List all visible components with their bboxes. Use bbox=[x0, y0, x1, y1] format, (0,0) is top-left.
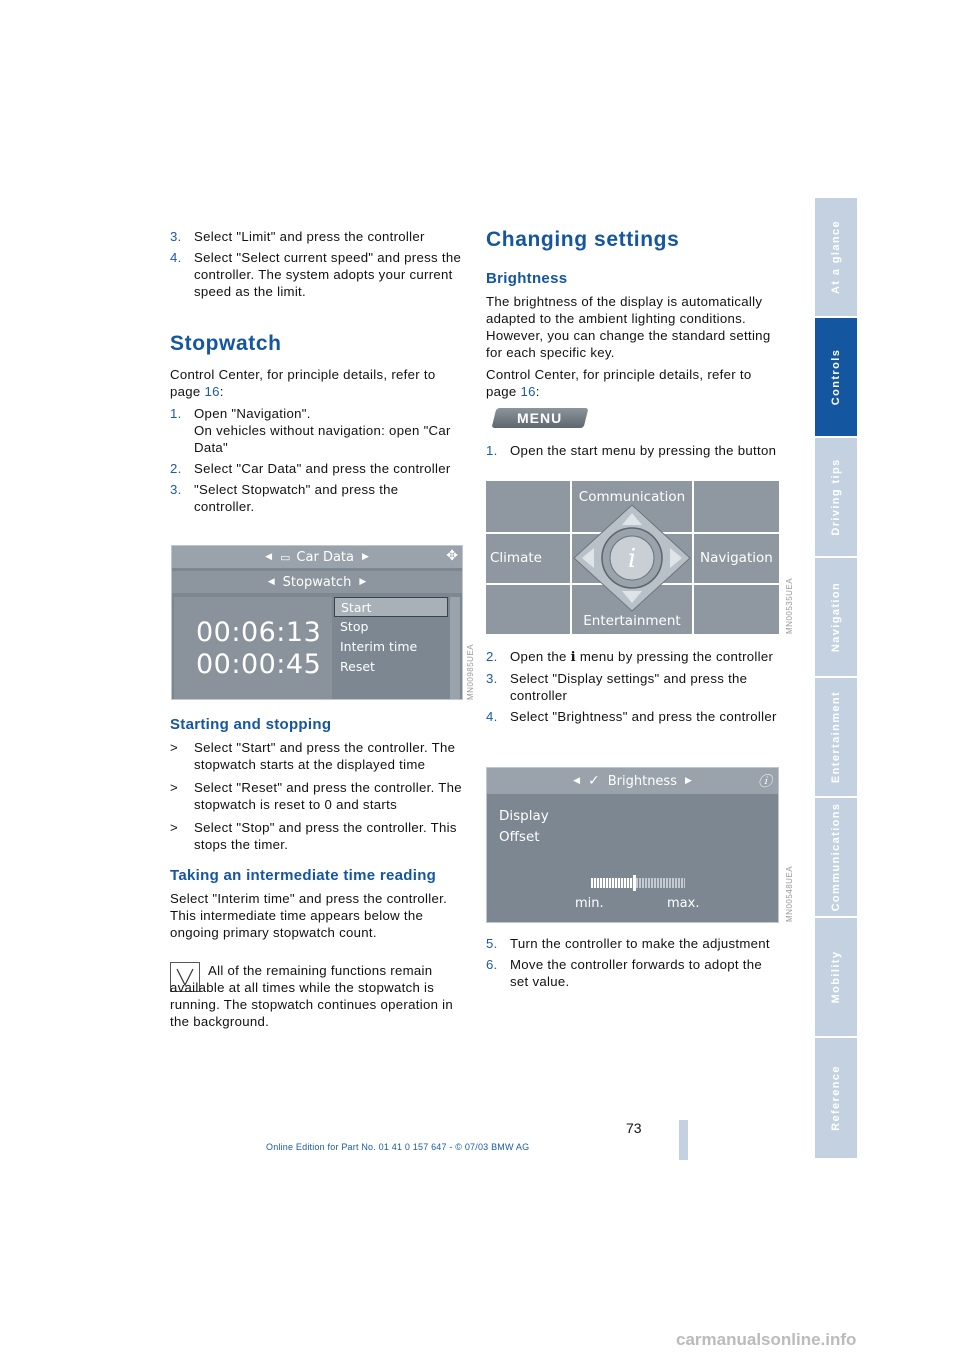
menu-item-stop[interactable]: Stop bbox=[340, 619, 369, 634]
arrow-right-icon: ▶ bbox=[361, 552, 369, 562]
steps-5-6 bbox=[486, 935, 778, 990]
menu-key-wrap bbox=[494, 408, 778, 428]
tab-controls[interactable]: Controls bbox=[815, 318, 857, 438]
figure-code: MN00535UEA bbox=[785, 577, 794, 634]
controller-icon[interactable] bbox=[572, 503, 692, 613]
stopwatch-heading: Stopwatch bbox=[170, 332, 282, 355]
scrollbar[interactable] bbox=[450, 597, 460, 699]
right-column-mid bbox=[486, 648, 778, 729]
tab-communications[interactable]: Communications bbox=[815, 798, 857, 918]
page-number: 73 bbox=[626, 1120, 642, 1136]
list-item: 3. "Select Stopwatch" and press the controller. bbox=[170, 482, 399, 514]
step-1 bbox=[486, 442, 778, 459]
tab-reference[interactable]: Reference bbox=[815, 1038, 857, 1158]
figure-code: MN00548UEA bbox=[785, 865, 794, 922]
intro-steps bbox=[170, 228, 462, 300]
min-label: min. bbox=[575, 896, 604, 911]
tab-driving-tips[interactable]: Driving tips bbox=[815, 438, 857, 558]
figure-code: MN00985UEA bbox=[466, 643, 475, 700]
menu-item-start[interactable]: Start bbox=[334, 597, 448, 617]
watermark: carmanualsonline.info bbox=[676, 1330, 857, 1349]
primary-time: 00:06:13 bbox=[196, 617, 322, 648]
list-item: 6. Move the controller forwards to adopt the set value. bbox=[486, 957, 762, 989]
list-item: > Select "Reset" and press the controller. The stopwatch is reset to 0 and starts bbox=[170, 780, 462, 812]
list-item: 3. Select "Limit" and press the controller bbox=[170, 229, 425, 244]
grid-cell bbox=[694, 481, 779, 532]
tab-mobility[interactable]: Mobility bbox=[815, 918, 857, 1038]
left-column-lower bbox=[170, 716, 462, 941]
footer-bar bbox=[679, 1120, 688, 1160]
slider-thumb[interactable] bbox=[633, 875, 636, 891]
stopwatch-intro: Control Center, for principle details, refer to page 16: bbox=[170, 367, 436, 399]
check-icon: ✓ bbox=[588, 773, 600, 789]
list-item: 2. Select "Car Data" and press the controller bbox=[170, 461, 451, 476]
slider-track bbox=[636, 878, 685, 888]
list-item: > Select "Start" and press the controller. The stopwatch starts at the displayed time bbox=[170, 740, 456, 772]
changing-settings-heading: Changing settings bbox=[486, 228, 680, 251]
right-column-lower bbox=[486, 935, 778, 994]
start-menu-screen bbox=[486, 481, 779, 634]
arrow-left-icon: ◀ bbox=[267, 577, 275, 587]
tile-climate[interactable]: Climate bbox=[486, 534, 570, 583]
car-data-bar: ◀ ▭ Car Data ▶ bbox=[172, 546, 462, 568]
left-column bbox=[170, 228, 462, 519]
info-icon: ⓘ bbox=[758, 774, 772, 790]
cc-text: Control Center, for principle details, refer to page 16: bbox=[486, 367, 752, 399]
right-column bbox=[486, 228, 778, 463]
grid-cell bbox=[694, 585, 779, 634]
bullet-icon: > bbox=[170, 780, 179, 795]
brightness-heading: Brightness bbox=[486, 270, 568, 287]
car-icon: ▭ bbox=[280, 550, 291, 564]
starting-bullets bbox=[170, 739, 462, 853]
page-link[interactable]: 16 bbox=[520, 384, 536, 399]
page-link[interactable]: 16 bbox=[204, 384, 220, 399]
intermediate-text: Select "Interim time" and press the controller. This intermediate time appears below the ongoing primary stopwatch count. bbox=[170, 891, 448, 940]
menu-item-reset[interactable]: Reset bbox=[340, 659, 375, 674]
list-item: 2. Open the i menu by pressing the controller bbox=[486, 649, 774, 665]
stopwatch-steps bbox=[170, 405, 462, 515]
arrow-left-icon: ◀ bbox=[573, 776, 580, 786]
compass-icon: ✥ bbox=[446, 548, 458, 564]
arrow-left-icon: ◀ bbox=[265, 552, 273, 562]
starting-heading: Starting and stopping bbox=[170, 716, 332, 733]
timer-panel bbox=[174, 597, 332, 699]
list-item: 5. Turn the controller to make the adjustment bbox=[486, 936, 770, 951]
info-icon: i bbox=[570, 650, 576, 665]
tab-entertainment[interactable]: Entertainment bbox=[815, 678, 857, 798]
brightness-text: The brightness of the display is automatically adapted to the ambient lighting conditions. However, you can change the standard setting for each specific key. bbox=[486, 294, 771, 360]
max-label: max. bbox=[667, 896, 700, 911]
edition-note: Online Edition for Part No. 01 41 0 157 647 - © 07/03 BMW AG bbox=[266, 1142, 530, 1152]
menu-item-interim-time[interactable]: Interim time bbox=[340, 639, 418, 654]
intermediate-heading: Taking an intermediate time reading bbox=[170, 867, 437, 884]
stopwatch-bar: ◀ Stopwatch ▶ bbox=[172, 571, 462, 593]
bullet-icon: > bbox=[170, 740, 179, 755]
steps-2-4 bbox=[486, 648, 778, 725]
brightness-slider[interactable] bbox=[591, 878, 685, 888]
info-symbol: i bbox=[627, 544, 637, 574]
tab-navigation[interactable]: Navigation bbox=[815, 558, 857, 678]
tile-entertainment[interactable]: Entertainment bbox=[572, 585, 692, 634]
list-item: 1. Open the start menu by pressing the button bbox=[486, 443, 777, 458]
arrow-right-icon: ▶ bbox=[359, 577, 367, 587]
list-item: 1. Open "Navigation". On vehicles without navigation: open "Car Data" bbox=[170, 406, 451, 455]
list-item: 3. Select "Display settings" and press the controller bbox=[486, 671, 748, 703]
list-item: 4. Select "Select current speed" and press the controller. The system adopts your current speed as the limit. bbox=[170, 250, 462, 299]
chapter-tabs bbox=[815, 198, 857, 1160]
option-display[interactable]: Display bbox=[499, 808, 549, 824]
arrow-right-icon: ▶ bbox=[684, 776, 692, 786]
tab-at-a-glance[interactable]: At a glance bbox=[815, 198, 857, 318]
tile-navigation[interactable]: Navigation bbox=[694, 534, 779, 583]
stopwatch-menu bbox=[334, 597, 448, 699]
option-offset[interactable]: Offset bbox=[499, 829, 540, 845]
bullet-icon: > bbox=[170, 820, 179, 835]
menu-button[interactable]: MENU bbox=[492, 408, 589, 428]
grid-cell bbox=[486, 481, 570, 532]
note-text: All of the remaining functions remain available at all times while the stopwatch is running. The stopwatch continues operation in the background. bbox=[170, 963, 454, 1029]
tile-communication[interactable]: Communication bbox=[572, 481, 692, 532]
interim-time: 00:00:45 bbox=[196, 649, 322, 680]
brightness-bar: ◀ ✓ Brightness ▶ bbox=[487, 768, 778, 794]
stopwatch-screen bbox=[171, 545, 463, 700]
grid-cell bbox=[486, 585, 570, 634]
list-item: 4. Select "Brightness" and press the controller bbox=[486, 709, 777, 724]
slider-fill bbox=[591, 878, 633, 888]
list-item: > Select "Stop" and press the controller. This stops the timer. bbox=[170, 820, 457, 852]
brightness-screen bbox=[486, 767, 779, 923]
